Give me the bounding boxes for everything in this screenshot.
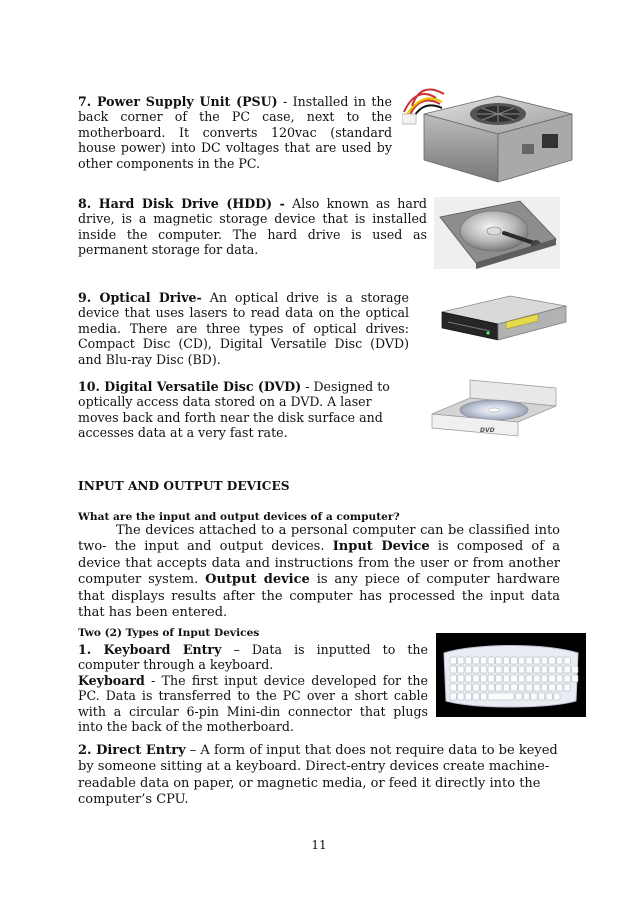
keyboard-key bbox=[480, 693, 486, 700]
input-types-heading: Two (2) Types of Input Devices bbox=[78, 627, 260, 639]
keyboard-key bbox=[480, 657, 486, 664]
io-text-2: is composed of a device that accepts data and instructions from the user or from another computer system. bbox=[78, 539, 561, 588]
io-paragraph bbox=[78, 523, 560, 621]
output-device-label: Output device bbox=[205, 572, 310, 588]
optical-title: 9. Optical Drive- bbox=[78, 290, 202, 305]
keyboard-key bbox=[541, 657, 547, 664]
keyboard-key bbox=[458, 693, 464, 700]
optical-text: An optical drive is a storage device that uses lasers to read data on the optical media. There are three types of optical drives: Compact Disc (CD), Digital Versatile Disc (DVD) and Blu-ray Disc (BD). bbox=[78, 290, 409, 367]
keyboard-key bbox=[473, 657, 479, 664]
keyboard-key bbox=[465, 693, 471, 700]
keyboard-key bbox=[458, 666, 464, 673]
keyboard-key bbox=[503, 675, 509, 682]
keyboard-key bbox=[450, 684, 456, 691]
keyboard-key bbox=[526, 675, 532, 682]
keyboard-key bbox=[546, 693, 552, 700]
keyboard-key bbox=[556, 675, 562, 682]
keyboard-key bbox=[465, 675, 471, 682]
keyboard-key bbox=[534, 657, 540, 664]
keyboard-key bbox=[480, 666, 486, 673]
psu-paragraph bbox=[78, 94, 392, 171]
keyboard-key bbox=[458, 657, 464, 664]
keyboard-key bbox=[523, 693, 529, 700]
keyboard-key bbox=[465, 666, 471, 673]
keyboard-key bbox=[564, 657, 570, 664]
keyboard-key bbox=[518, 657, 524, 664]
keyboard-key bbox=[538, 693, 544, 700]
dvd-logo: DVD bbox=[480, 427, 495, 434]
keyboard-key bbox=[511, 666, 517, 673]
keyboard-key bbox=[526, 657, 532, 664]
keyboard-key bbox=[556, 666, 562, 673]
keyboard-keys bbox=[450, 657, 578, 700]
io-text-3: is any piece of computer hardware that displays results after the computer has processed the input data that has been entered. bbox=[78, 572, 560, 621]
keyboard-key bbox=[458, 675, 464, 682]
keyboard-key bbox=[518, 666, 524, 673]
keyboard-key bbox=[564, 684, 570, 691]
keyboard-key bbox=[526, 684, 532, 691]
keyboard-entry-text: – Data is inputted to the computer through a keyboard. bbox=[78, 642, 428, 673]
section-heading: INPUT AND OUTPUT DEVICES bbox=[78, 479, 290, 493]
keyboard-key bbox=[556, 657, 562, 664]
keyboard-entry-paragraph bbox=[78, 642, 428, 734]
dvd-drive-image bbox=[430, 376, 562, 440]
hdd-title: 8. Hard Disk Drive (HDD) - bbox=[78, 196, 285, 211]
keyboard-key bbox=[526, 666, 532, 673]
keyboard-title: Keyboard bbox=[78, 672, 145, 688]
keyboard-key bbox=[480, 675, 486, 682]
keyboard-key bbox=[549, 657, 555, 664]
dvd-text: - Designed to optically access data stored on a DVD. A laser moves back and forth near the disk surface and accesses data at a very fast rate. bbox=[78, 379, 390, 441]
keyboard-key bbox=[450, 657, 456, 664]
keyboard-key bbox=[549, 684, 555, 691]
keyboard-key bbox=[473, 693, 479, 700]
hdd-paragraph bbox=[78, 196, 427, 258]
keyboard-key bbox=[465, 657, 471, 664]
keyboard-key bbox=[473, 666, 479, 673]
keyboard-key bbox=[480, 684, 486, 691]
keyboard-key bbox=[541, 684, 547, 691]
keyboard-entry-title: 1. Keyboard Entry bbox=[78, 642, 222, 657]
keyboard-key bbox=[549, 675, 555, 682]
keyboard-key bbox=[511, 657, 517, 664]
keyboard-key bbox=[488, 657, 494, 664]
keyboard-key bbox=[531, 693, 537, 700]
question-heading: What are the input and output devices of a computer? bbox=[78, 511, 400, 523]
direct-entry-text: – A form of input that does not require data to be keyed by someone sitting at a keyboard. Direct-entry devices create machine-readable data on paper, or magnetic media, or feed it directly into the computer’s CPU. bbox=[78, 743, 558, 808]
keyboard-key bbox=[549, 666, 555, 673]
dvd-paragraph bbox=[78, 379, 408, 441]
keyboard-key bbox=[488, 666, 494, 673]
keyboard-key bbox=[564, 666, 570, 673]
keyboard-key bbox=[450, 675, 456, 682]
keyboard-key bbox=[458, 684, 464, 691]
optical-drive-image bbox=[440, 290, 568, 352]
keyboard-key bbox=[473, 684, 479, 691]
keyboard-key bbox=[564, 675, 570, 682]
keyboard-key bbox=[496, 657, 502, 664]
keyboard-key bbox=[488, 693, 514, 700]
keyboard-key bbox=[534, 666, 540, 673]
keyboard-key bbox=[516, 693, 522, 700]
keyboard-key bbox=[572, 675, 578, 682]
keyboard-key bbox=[503, 666, 509, 673]
dvd-title: 10. Digital Versatile Disc (DVD) bbox=[78, 379, 302, 394]
keyboard-key bbox=[503, 684, 509, 691]
keyboard-key bbox=[473, 675, 479, 682]
direct-entry-paragraph bbox=[78, 743, 561, 809]
psu-text: - Installed in the back corner of the PC case, next to the motherboard. It converts 120vac (standard house power) into DC voltages that are used by other components in the PC. bbox=[78, 94, 392, 171]
direct-entry-title: 2. Direct Entry bbox=[78, 743, 186, 758]
power-supply-image bbox=[402, 84, 578, 186]
keyboard-key bbox=[554, 693, 560, 700]
keyboard-key bbox=[465, 684, 471, 691]
keyboard-key bbox=[503, 657, 509, 664]
page-number: 11 bbox=[311, 838, 327, 852]
keyboard-key bbox=[556, 684, 562, 691]
keyboard-image bbox=[436, 633, 586, 717]
keyboard-key bbox=[496, 666, 502, 673]
keyboard-key bbox=[541, 666, 547, 673]
io-text-1: The devices attached to a personal computer can be classified into two- the input and output devices. bbox=[78, 523, 560, 555]
keyboard-text: - The first input device developed for the PC. Data is transferred to the PC over a short cable with a circular 6-pin Mini-din connector that plugs into the back of the motherboard. bbox=[78, 672, 428, 735]
input-device-label: Input Device bbox=[332, 539, 430, 555]
keyboard-key bbox=[488, 684, 494, 691]
keyboard-key bbox=[534, 684, 540, 691]
keyboard-key bbox=[496, 675, 502, 682]
keyboard-key bbox=[541, 675, 547, 682]
hdd-text: Also known as hard drive, is a magnetic storage device that is installed inside the computer. The hard drive is used as permanent storage for data. bbox=[78, 196, 427, 258]
keyboard-key bbox=[511, 675, 517, 682]
keyboard-key bbox=[450, 666, 456, 673]
hard-disk-image bbox=[434, 197, 560, 269]
optical-paragraph bbox=[78, 290, 409, 367]
keyboard-key bbox=[488, 675, 494, 682]
keyboard-key bbox=[572, 666, 578, 673]
keyboard-key bbox=[511, 684, 517, 691]
keyboard-key bbox=[534, 675, 540, 682]
keyboard-key bbox=[496, 684, 502, 691]
keyboard-key bbox=[450, 693, 456, 700]
keyboard-key bbox=[518, 675, 524, 682]
keyboard-key bbox=[518, 684, 524, 691]
psu-title: 7. Power Supply Unit (PSU) bbox=[78, 94, 278, 109]
